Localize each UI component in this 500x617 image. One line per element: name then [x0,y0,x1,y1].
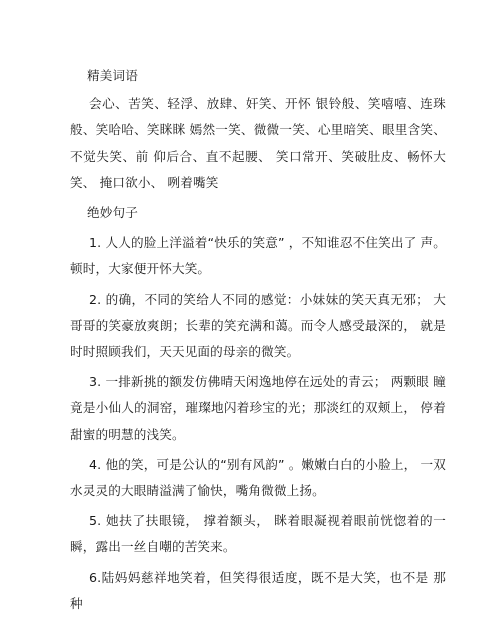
sentence-item-1: 1. 人人的脸上洋溢着“快乐的笑意” ，不知谁忍不住笑出了 声。顿时，大家便开怀大笑。 [70,235,446,277]
sentence-item-6: 6.陆妈妈慈祥地笑着，但笑得很适度，既不是大笑，也不是 那种 [70,569,446,611]
sentence-item-5: 5. 她扶了扶眼镜， 撑着额头， 眯着眼凝视着眼前恍惚着的一 瞬，露出一丝自嘲的苦笑来。 [70,513,446,555]
words-paragraph: 会心、苦笑、轻浮、放肆、奸笑、开怀 银铃般、笑嘻嘻、连珠般、笑哈哈、笑眯眯 嫣然一笑、微微一笑、心里暗笑、眼里含笑、不觉失笑、前 仰后合、直不起腰、 笑口常开、笑破肚皮、畅怀大笑、 掩口欲小、 咧着嘴笑 [70,96,446,190]
sentence-item-3: 3. 一排新挑的额发仿佛晴天闲逸地停在远处的青云； 两颗眼 瞳竟是小仙人的洞窑，璀璨地闪着珍宝的光；那淡红的双颊上， 停着甜蜜的明慧的浅笑。 [70,374,446,442]
document-page [70,63,446,617]
section-heading-sentences: 绝妙句子 [87,205,138,221]
sentence-item-4: 4. 他的笑，可是公认的“别有风韵” 。嫩嫩白白的小脸上， 一双水灵灵的大眼睛溢满了愉快，嘴角微微上扬。 [70,456,446,499]
sentence-item-2: 2. 的确，不同的笑给人不同的感觉：小妹妹的笑天真无邪； 大哥哥的笑豪放爽朗；长辈的笑充满和蔼。而令人感受最深的， 就是时时照顾我们，天天见面的母亲的微笑。 [70,291,446,360]
section-heading-words: 精美词语 [87,68,138,83]
